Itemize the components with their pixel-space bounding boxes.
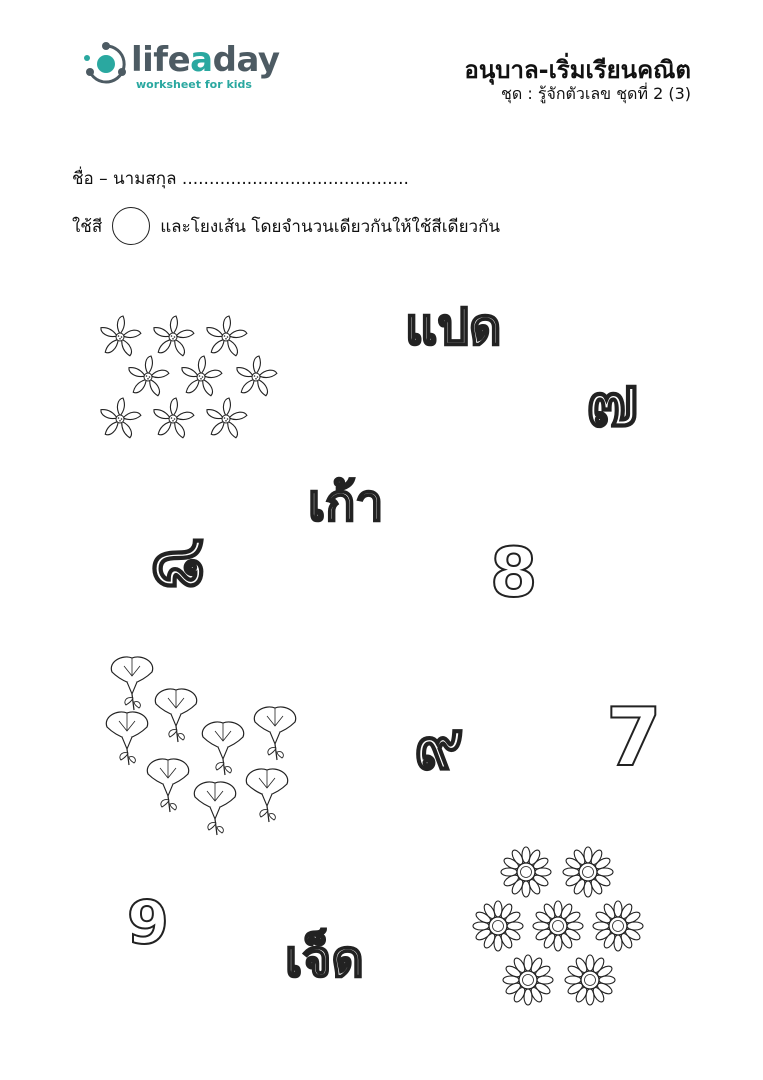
daisy-icon bbox=[565, 955, 615, 1005]
daisy-icon bbox=[501, 847, 551, 897]
daisy-icon bbox=[533, 901, 583, 951]
word-seven[interactable]: เจ็ด bbox=[285, 930, 364, 988]
thai-digit-nine[interactable]: ๙ bbox=[414, 706, 464, 785]
daisy-group-drawing bbox=[468, 842, 648, 1012]
small-flower-icon bbox=[127, 356, 169, 397]
morning-glory-icon bbox=[194, 782, 235, 835]
small-flower-icon bbox=[180, 356, 222, 397]
instruction-connect: และโยงเส้น โดยจำนวนเดียวกันให้ใช้สีเดียวกัน bbox=[160, 216, 501, 237]
daisy-icon bbox=[503, 955, 553, 1005]
small-flower-group-drawing bbox=[98, 312, 283, 447]
small-flower-icon bbox=[205, 398, 247, 439]
lifeaday-logo-icon bbox=[82, 40, 130, 88]
arabic-digit-seven[interactable]: 7 bbox=[606, 691, 662, 784]
small-flower-icon bbox=[235, 356, 277, 397]
word-nine[interactable]: เก้า bbox=[308, 474, 384, 532]
daisy-icon bbox=[593, 901, 643, 951]
flower-group-daisy[interactable] bbox=[468, 842, 648, 1012]
morning-glory-icon bbox=[155, 689, 196, 742]
small-flower-icon bbox=[99, 398, 141, 439]
name-field-line[interactable]: ชื่อ – นามสกุล .......................................... bbox=[72, 169, 409, 189]
small-flower-icon bbox=[152, 398, 194, 439]
arabic-digit-nine[interactable]: 9 bbox=[127, 888, 169, 958]
instruction-use-color: ใช้สี bbox=[72, 216, 103, 237]
logo-wordmark: lifeaday bbox=[131, 40, 280, 80]
daisy-icon bbox=[473, 901, 523, 951]
daisy-icon bbox=[563, 847, 613, 897]
morning-glory-icon bbox=[111, 657, 152, 710]
logo-tagline: worksheet for kids bbox=[136, 78, 252, 91]
lifeaday-logo bbox=[82, 38, 282, 98]
morning-glory-icon bbox=[202, 722, 243, 775]
arabic-digit-eight[interactable]: 8 bbox=[490, 534, 538, 613]
worksheet-subtitle: ชุด : รู้จักตัวเลข ชุดที่ 2 (3) bbox=[501, 84, 691, 103]
instruction-row bbox=[72, 204, 500, 248]
flower-group-small[interactable] bbox=[98, 312, 283, 447]
morning-glory-icon bbox=[246, 769, 287, 822]
thai-digit-seven[interactable]: ๗ bbox=[586, 360, 639, 442]
small-flower-icon bbox=[152, 316, 194, 357]
small-flower-icon bbox=[205, 316, 247, 357]
morning-glory-icon bbox=[147, 759, 188, 812]
thai-digit-eight[interactable]: ๘ bbox=[150, 518, 206, 602]
flower-group-morning-glory[interactable] bbox=[100, 650, 305, 845]
word-eight[interactable]: แปด bbox=[405, 298, 502, 356]
morning-glory-icon bbox=[254, 707, 295, 760]
worksheet-title: อนุบาล-เริ่มเรียนคณิต bbox=[464, 56, 691, 84]
morning-glory-icon bbox=[106, 712, 147, 765]
small-flower-icon bbox=[99, 316, 141, 357]
morning-glory-group-drawing bbox=[100, 650, 305, 845]
color-circle[interactable] bbox=[112, 207, 150, 245]
